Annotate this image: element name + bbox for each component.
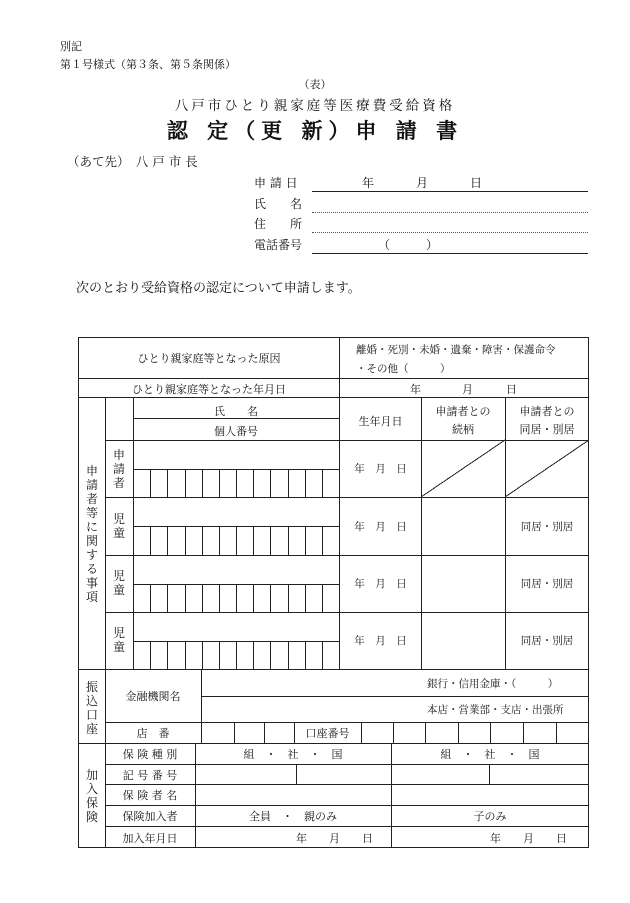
- cohab-child-2[interactable]: 同居・別居: [520, 578, 574, 590]
- col-name-header: 氏 名: [214, 405, 258, 418]
- side-indicator: （表）: [298, 78, 332, 91]
- applicant-section-label: 申請者等に関する事項: [85, 464, 98, 604]
- birth-date-applicant[interactable]: 年 月 日: [354, 463, 407, 475]
- row-label-child-1: 児童: [112, 512, 125, 540]
- insured-person-label: 保険加入者: [122, 810, 178, 823]
- birth-date-child-3[interactable]: 年 月 日: [354, 635, 407, 647]
- application-statement: 次のとおり受給資格の認定について申請します。: [76, 281, 361, 296]
- phone-label: 電話番号: [254, 238, 303, 252]
- bank-name-label: 金融機関名: [125, 690, 181, 703]
- application-date-label: 申 請 日: [254, 176, 298, 190]
- form-number: 第１号様式（第３条、第５条関係）: [60, 58, 236, 71]
- col-mynumber-header: 個人番号: [214, 425, 258, 438]
- col-relation-header-1: 申請者との: [435, 405, 491, 418]
- birth-date-child-1[interactable]: 年 月 日: [354, 521, 407, 533]
- appendix-label: 別記: [60, 40, 82, 53]
- reason-options-line1[interactable]: 離婚・死別・未婚・遺棄・障害・保護命令: [356, 344, 556, 356]
- row-label-child-2: 児童: [112, 569, 125, 597]
- application-day: 日: [470, 176, 483, 190]
- application-year: 年: [362, 176, 375, 190]
- applicant-address-label: 住 所: [254, 217, 303, 231]
- bank-section-label: 振込口座: [85, 680, 98, 736]
- reason-label: ひとり親家庭等となった原因: [137, 352, 281, 365]
- form-subtitle: 八戸市ひとり親家庭等医療費受給資格: [174, 98, 456, 114]
- form-title: 認 定（更 新）申 請 書: [166, 118, 464, 143]
- col-cohab-header-1: 申請者との: [519, 405, 575, 418]
- application-month: 月: [416, 176, 429, 190]
- applicant-name-label: 氏 名: [254, 197, 303, 211]
- phone-paren: （ ）: [378, 238, 439, 252]
- reason-options-line2[interactable]: ・その他（ ）: [356, 363, 451, 375]
- insurance-type-options-1[interactable]: 組 ・ 社 ・ 国: [243, 748, 343, 761]
- row-label-applicant: 申請者: [112, 448, 125, 490]
- insurance-section-label: 加入保険: [85, 768, 98, 824]
- insurer-name-label: 保 険 者 名: [122, 789, 178, 802]
- cohab-child-1[interactable]: 同居・別居: [520, 521, 574, 533]
- insured-option-children[interactable]: 子のみ: [473, 810, 507, 823]
- col-birth-header: 生年月日: [358, 415, 403, 428]
- birth-date-child-2[interactable]: 年 月 日: [354, 578, 407, 590]
- single-parent-day: 日: [506, 383, 517, 396]
- insurance-type-label: 保 険 種 別: [122, 748, 178, 761]
- branch-type-options[interactable]: 本店・営業部・支店・出張所: [427, 704, 564, 716]
- insurance-type-options-2[interactable]: 組 ・ 社 ・ 国: [440, 748, 540, 761]
- insurance-number-label: 記 号 番 号: [122, 769, 178, 782]
- single-parent-year: 年: [410, 383, 421, 396]
- join-date-1[interactable]: 年 月 日: [296, 832, 373, 845]
- cohab-child-3[interactable]: 同居・別居: [520, 635, 574, 647]
- bank-type-options[interactable]: 銀行・信用金庫・（ ）: [427, 678, 559, 690]
- join-date-label: 加入年月日: [122, 832, 178, 845]
- join-date-2[interactable]: 年 月 日: [490, 832, 567, 845]
- row-label-child-3: 児童: [112, 626, 125, 654]
- col-cohab-header-2: 同居・別居: [519, 423, 575, 436]
- single-parent-month: 月: [462, 383, 473, 396]
- addressee: （あて先） 八 戸 市 長: [67, 154, 198, 169]
- account-number-label: 口座番号: [305, 727, 350, 740]
- branch-number-label: 店 番: [136, 727, 170, 740]
- single-parent-date-label: ひとり親家庭等となった年月日: [132, 383, 286, 396]
- col-relation-header-2: 続柄: [452, 423, 474, 436]
- insured-option-all-parent[interactable]: 全員 ・ 親のみ: [249, 810, 337, 823]
